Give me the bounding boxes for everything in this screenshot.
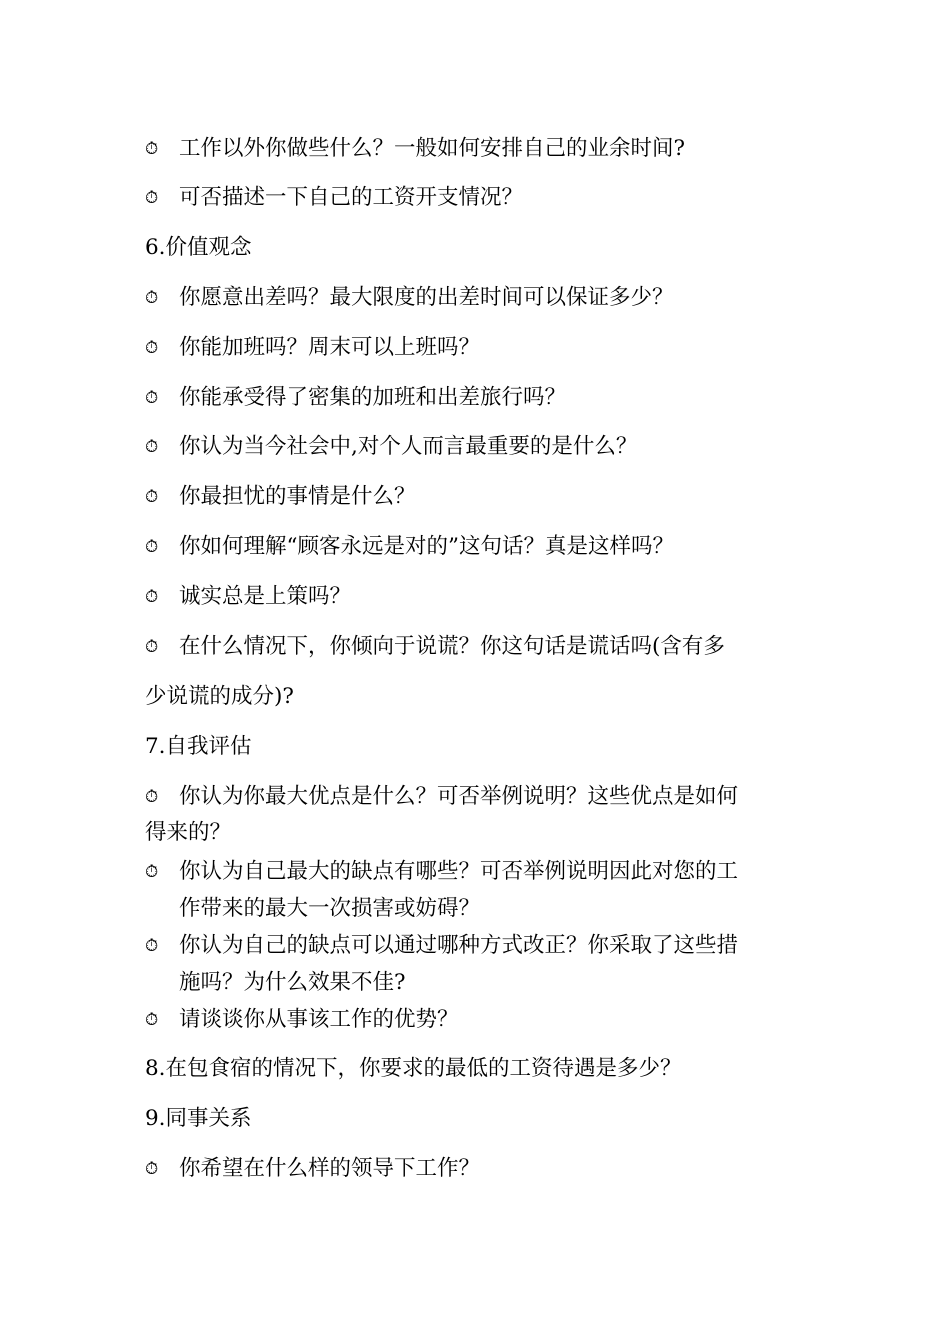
list-item-text: 诚实总是上策吗？ [179,584,352,609]
list-item-continuation: 得来的？ [145,820,232,845]
list-item-text: 你认为自己最大的缺点有哪些？可否举例说明因此对您的工 [179,859,739,884]
stopwatch-icon: ⏱ [145,1159,159,1179]
stopwatch-icon: ⏱ [145,787,159,807]
list-item-text: 工作以外你做些什么？一般如何安排自己的业余时间? [179,136,686,161]
list-item [145,1007,459,1033]
list-item-continuation: 少说谎的成分)? [145,684,294,709]
list-item-text: 你愿意出差吗？最大限度的出差时间可以保证多少？ [179,285,674,310]
section-heading: 9.同事关系 [145,1106,252,1131]
list-item [145,933,738,959]
list-item [145,285,674,311]
list-item-text: 你认为你最大优点是什么？可否举例说明？这些优点是如何 [179,784,739,809]
stopwatch-icon: ⏱ [145,637,159,657]
list-item [145,784,738,810]
stopwatch-icon: ⏱ [145,587,159,607]
list-item-text: 你如何理解“顾客永远是对的”这句话？真是这样吗？ [179,534,674,559]
stopwatch-icon: ⏱ [145,487,159,507]
list-item-text: 你能承受得了密集的加班和出差旅行吗？ [179,385,567,410]
stopwatch-icon: ⏱ [145,862,159,882]
list-item [145,859,738,885]
list-item-text: 你最担忧的事情是什么？ [179,484,416,509]
section-heading: 7.自我评估 [145,734,252,759]
list-item [145,534,674,560]
stopwatch-icon: ⏱ [145,388,159,408]
stopwatch-icon: ⏱ [145,936,159,956]
list-item-text: 你认为自己的缺点可以通过哪种方式改正？你采取了这些措 [179,933,739,958]
list-item-text: 你能加班吗？周末可以上班吗？ [179,335,481,360]
stopwatch-icon: ⏱ [145,288,159,308]
list-item-text: 在什么情况下，你倾向于说谎？你这句话是谎话吗(含有多 [179,634,725,659]
stopwatch-icon: ⏱ [145,437,159,457]
section-heading: 8.在包食宿的情况下，你要求的最低的工资待遇是多少？ [145,1056,682,1081]
stopwatch-icon: ⏱ [145,1010,159,1030]
stopwatch-icon: ⏱ [145,537,159,557]
section-heading: 6.价值观念 [145,235,252,260]
list-item [145,484,416,510]
stopwatch-icon: ⏱ [145,139,159,159]
list-item [145,434,637,460]
list-item [145,1156,480,1182]
list-item [145,385,566,411]
list-item-text: 你希望在什么样的领导下工作？ [179,1156,481,1181]
list-item [145,584,351,610]
list-item-text: 你认为当今社会中,对个人而言最重要的是什么？ [179,434,638,459]
list-item [145,185,523,211]
list-item-text: 请谈谈你从事该工作的优势？ [179,1007,459,1032]
list-item-text: 可否描述一下自己的工资开支情况？ [179,185,524,210]
list-item [145,335,480,361]
list-item-continuation: 作带来的最大一次损害或妨碍？ [179,896,481,921]
list-item [145,634,725,660]
stopwatch-icon: ⏱ [145,338,159,358]
stopwatch-icon: ⏱ [145,188,159,208]
list-item-continuation: 施吗？为什么效果不佳? [179,970,406,995]
list-item [145,136,685,162]
